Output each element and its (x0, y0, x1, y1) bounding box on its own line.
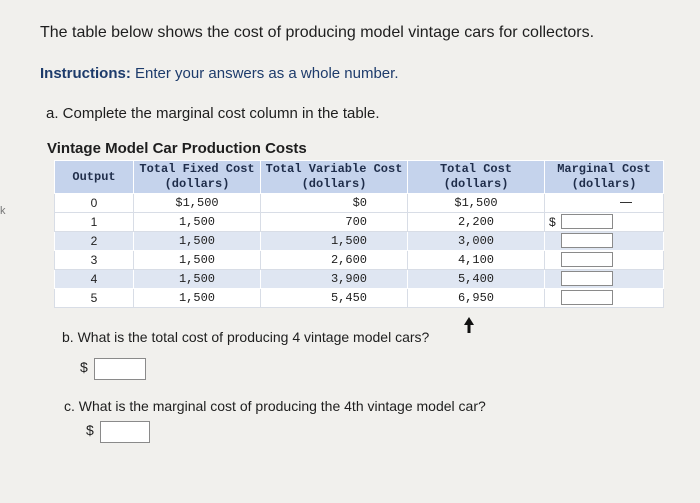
total-cost-cell: $1,500 (408, 194, 545, 213)
answer-c-dollar-sign: $ (86, 422, 94, 438)
total-variable-cost-cell: 1,500 (261, 232, 408, 251)
total-cost-cell: 6,950 (408, 289, 545, 308)
output-cell: 0 (55, 194, 134, 213)
output-cell: 2 (55, 232, 134, 251)
marginal-cost-input-2[interactable] (561, 233, 613, 248)
total-variable-cost-cell: 3,900 (261, 270, 408, 289)
marginal-cost-cell (545, 213, 664, 232)
marginal-cost-input-1[interactable] (561, 214, 613, 229)
marginal-cost-input-3[interactable] (561, 252, 613, 267)
table-caption: Vintage Model Car Production Costs (47, 140, 307, 157)
dash-icon (620, 202, 632, 203)
marginal-cost-answer-input[interactable] (100, 421, 150, 443)
instructions (40, 65, 398, 82)
total-variable-cost-cell: 5,450 (261, 289, 408, 308)
marginal-cost-cell (545, 251, 664, 270)
header-total-fixed-cost: Total Fixed Cost (dollars) (134, 161, 261, 194)
question-intro: The table below shows the cost of producing model vintage cars for collectors. (40, 24, 595, 41)
total-cost-cell: 3,000 (408, 232, 545, 251)
total-variable-cost-cell: $0 (261, 194, 408, 213)
instructions-label: Instructions: (40, 65, 131, 82)
output-cell: 1 (55, 213, 134, 232)
mouse-cursor-icon (462, 316, 476, 334)
table-header-row (55, 161, 664, 194)
instructions-text: Enter your answers as a whole number. (135, 65, 399, 82)
marginal-cost-cell (545, 232, 664, 251)
header-total-cost: Total Cost (dollars) (408, 161, 545, 194)
part-b-prompt: b. What is the total cost of producing 4 vintage model cars? (62, 329, 430, 345)
part-c-prompt: c. What is the marginal cost of producing the 4th vintage model car? (64, 398, 486, 414)
header-output: Output (55, 161, 134, 194)
table-row (55, 289, 664, 308)
table-row (55, 251, 664, 270)
table-row (55, 232, 664, 251)
marginal-cost-dollar-sign: $ (549, 215, 556, 229)
table-row (55, 194, 664, 213)
total-fixed-cost-cell: 1,500 (134, 213, 261, 232)
output-cell: 5 (55, 289, 134, 308)
total-fixed-cost-cell: 1,500 (134, 289, 261, 308)
edge-mark-text: k (0, 205, 6, 217)
marginal-cost-input-5[interactable] (561, 290, 613, 305)
total-cost-answer-input[interactable] (94, 358, 146, 380)
table-row (55, 270, 664, 289)
total-fixed-cost-cell: 1,500 (134, 232, 261, 251)
total-cost-cell: 4,100 (408, 251, 545, 270)
total-variable-cost-cell: 2,600 (261, 251, 408, 270)
part-a-prompt: a. Complete the marginal cost column in the table. (46, 105, 380, 122)
total-fixed-cost-cell: 1,500 (134, 251, 261, 270)
marginal-cost-input-4[interactable] (561, 271, 613, 286)
marginal-cost-cell (545, 270, 664, 289)
total-cost-cell: 2,200 (408, 213, 545, 232)
marginal-cost-cell (545, 194, 664, 213)
cost-table (54, 160, 664, 308)
total-variable-cost-cell: 700 (261, 213, 408, 232)
answer-b-dollar-sign: $ (80, 359, 88, 375)
header-marginal-cost: Marginal Cost (dollars) (545, 161, 664, 194)
marginal-cost-cell (545, 289, 664, 308)
total-cost-cell: 5,400 (408, 270, 545, 289)
total-fixed-cost-cell: 1,500 (134, 270, 261, 289)
output-cell: 4 (55, 270, 134, 289)
header-total-variable-cost: Total Variable Cost (dollars) (261, 161, 408, 194)
total-fixed-cost-cell: $1,500 (134, 194, 261, 213)
table-row (55, 213, 664, 232)
output-cell: 3 (55, 251, 134, 270)
